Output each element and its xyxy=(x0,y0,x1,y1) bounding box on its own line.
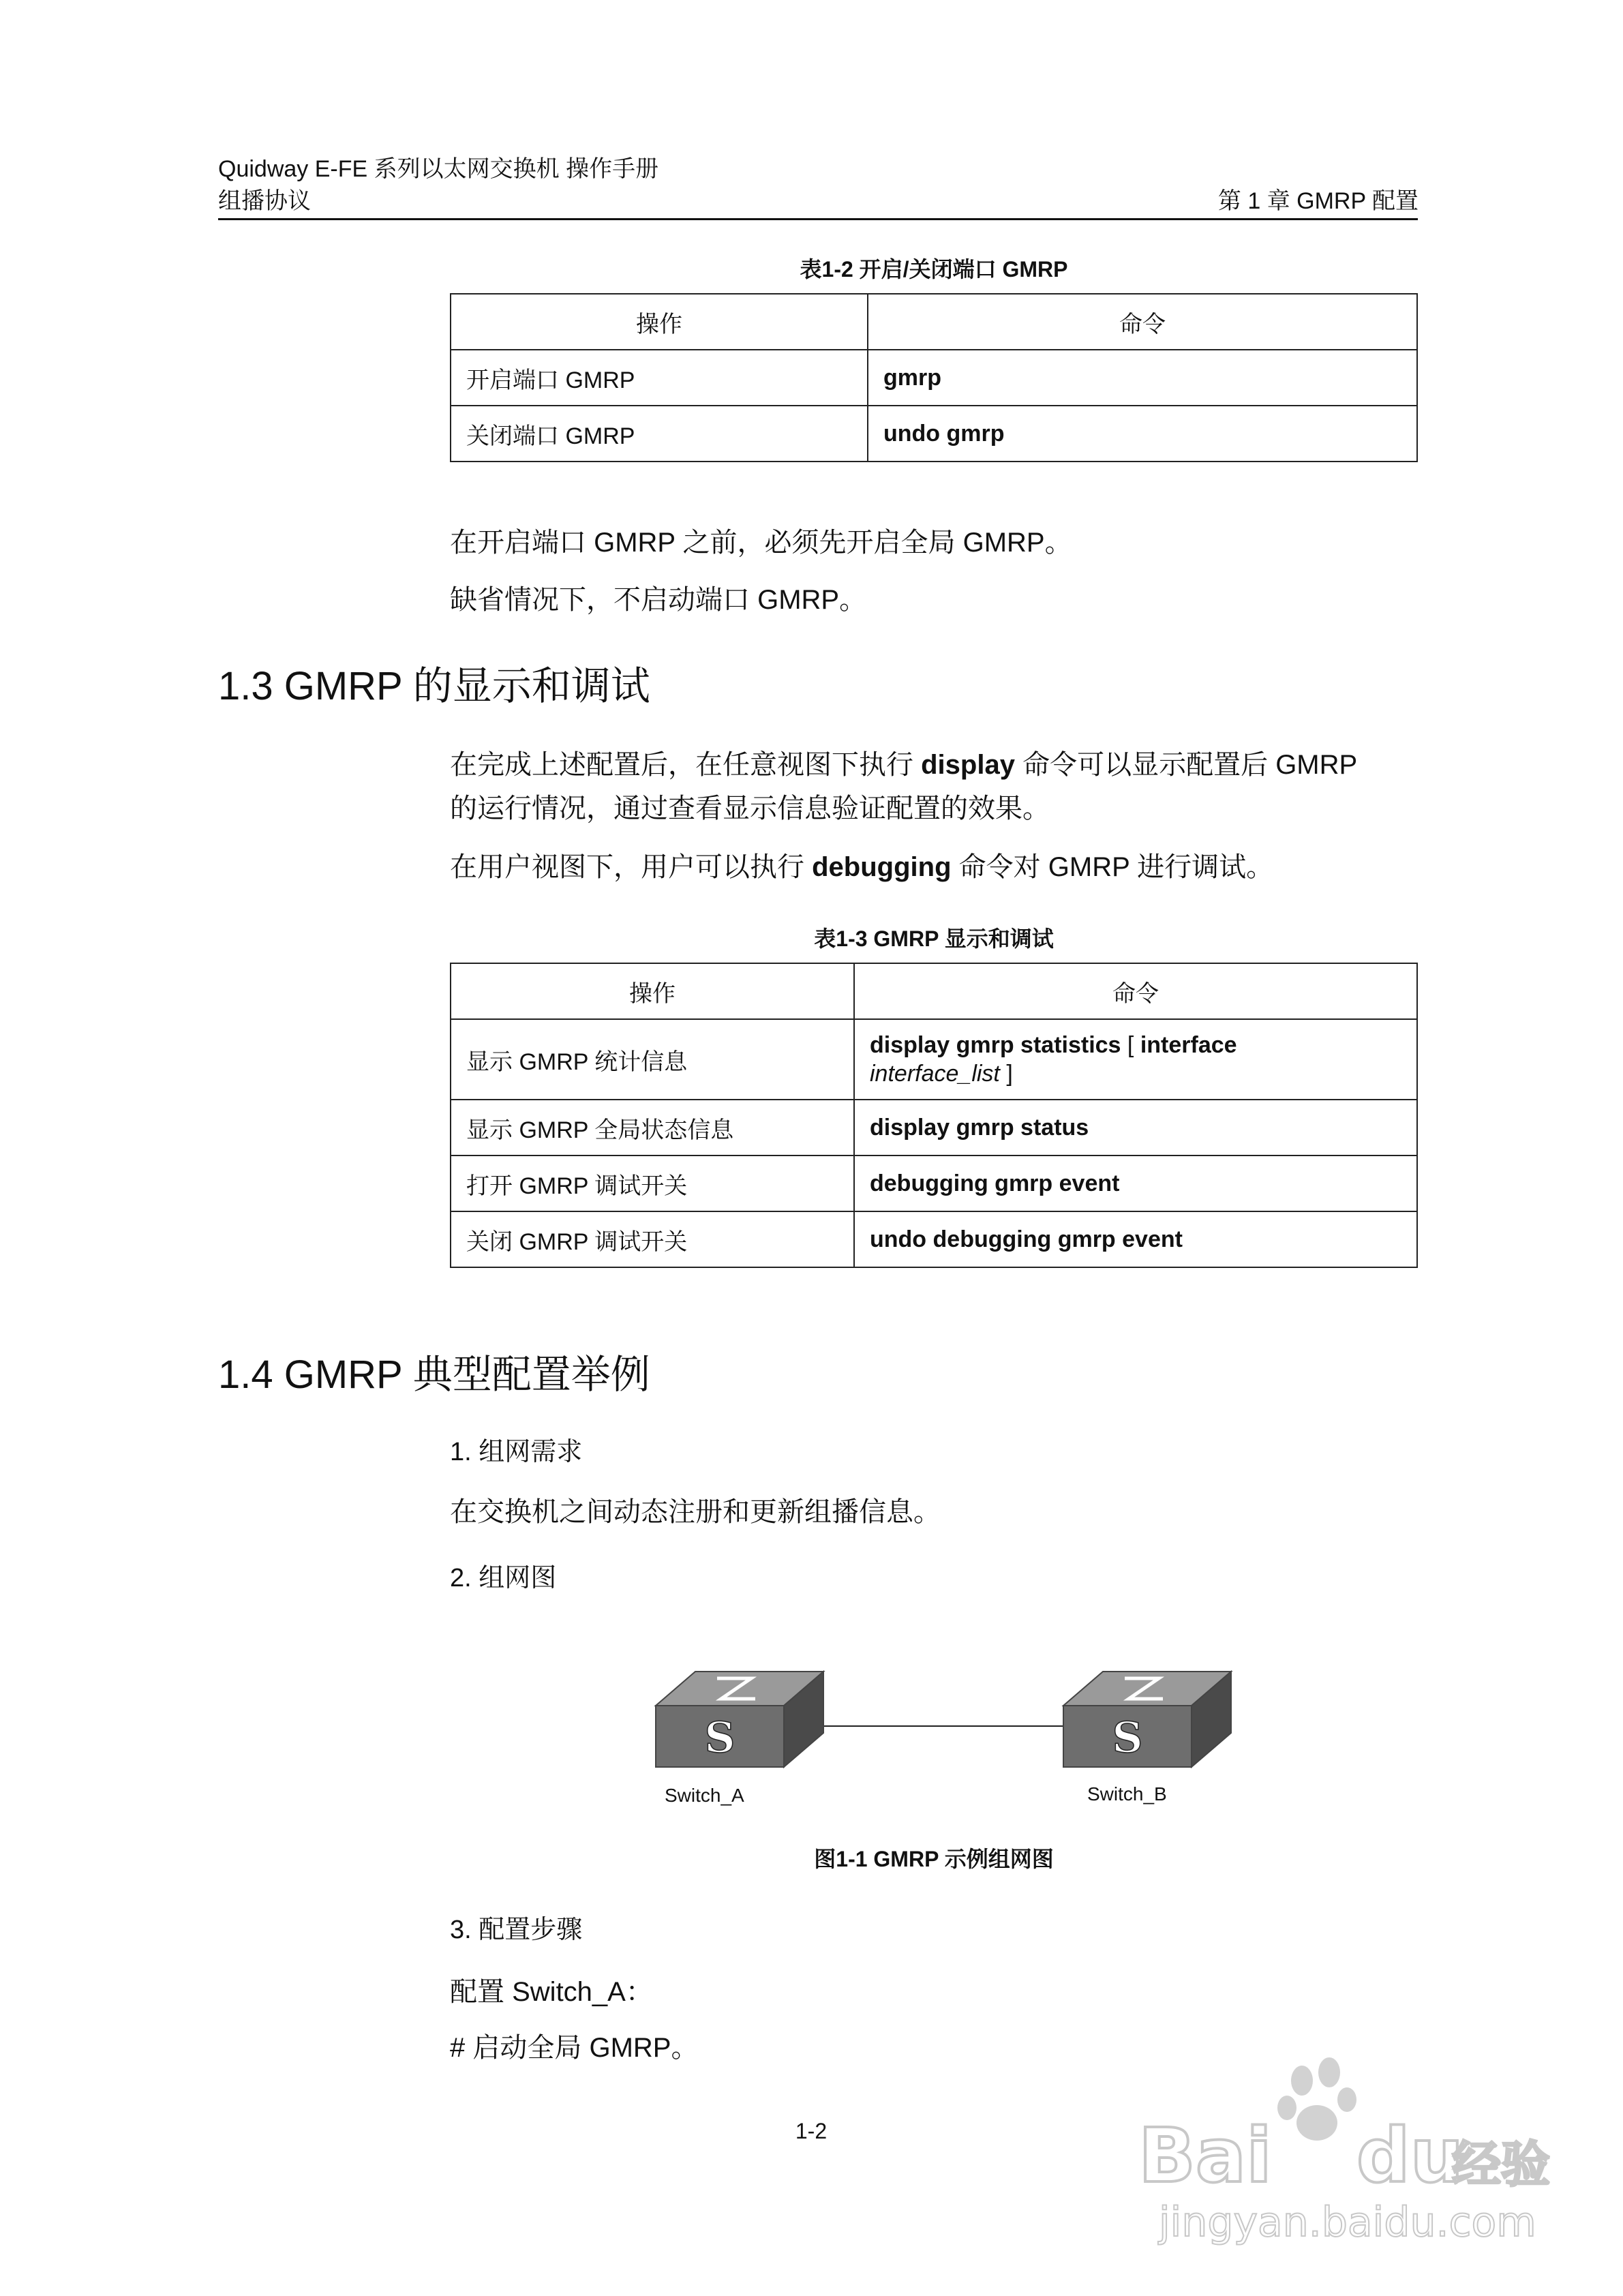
note-enable-global-first: 在开启端口 GMRP 之前，必须先开启全局 GMRP。 xyxy=(450,528,1072,558)
table-row xyxy=(451,1100,1417,1155)
text-run: 在完成上述配置后，在任意视图下执行 xyxy=(450,750,922,780)
table-1-2-caption: 表1-2 开启/关闭端口 GMRP xyxy=(800,257,1068,282)
section-1-3-paragraph-1 xyxy=(450,743,1418,830)
table-header-operation: 操作 xyxy=(451,963,854,1019)
text-run: [ xyxy=(1121,1032,1140,1058)
figure-1-1-caption: 图1-1 GMRP 示例组网图 xyxy=(814,1847,1054,1871)
table-cell-command: debugging gmrp event xyxy=(854,1155,1417,1211)
subheading-network-diagram: 2. 组网图 xyxy=(450,1564,557,1592)
table-header-operation: 操作 xyxy=(451,294,868,350)
text-run: 的运行情况，通过查看显示信息验证配置的效果。 xyxy=(450,794,1050,824)
baidu-jingyan-watermark xyxy=(1132,2052,1554,2256)
text-run: 命令对 GMRP 进行调试。 xyxy=(951,852,1274,882)
text-run: ] xyxy=(999,1061,1013,1087)
section-1-4-heading: 1.4 GMRP 典型配置举例 xyxy=(218,1353,650,1397)
table-1-2 xyxy=(450,293,1418,462)
table-1-3-caption: 表1-3 GMRP 显示和调试 xyxy=(814,926,1054,951)
note-default-disabled: 缺省情况下，不启动端口 GMRP。 xyxy=(450,585,867,615)
table-cell-operation: 显示 GMRP 全局状态信息 xyxy=(451,1100,854,1155)
command-display: display xyxy=(921,750,1015,780)
table-cell-operation: 打开 GMRP 调试开关 xyxy=(451,1155,854,1211)
svg-text:S: S xyxy=(704,1712,735,1762)
text-run: display gmrp statistics xyxy=(870,1032,1121,1058)
svg-text:S: S xyxy=(1112,1712,1143,1762)
svg-text:Bai: Bai xyxy=(1138,2112,1272,2199)
table-row xyxy=(451,1019,1417,1100)
svg-text:du: du xyxy=(1356,2112,1464,2199)
table-cell-command: gmrp xyxy=(868,350,1417,406)
table-cell-command: undo gmrp xyxy=(868,406,1417,462)
table-cell-operation: 开启端口 GMRP xyxy=(451,350,868,406)
header-rule xyxy=(218,218,1418,220)
switch-a-label: Switch_A xyxy=(665,1785,744,1806)
table-cell-command xyxy=(854,1019,1417,1100)
table-header-command: 命令 xyxy=(868,294,1417,350)
header-section: 组播协议 xyxy=(218,188,311,214)
text-run: interface xyxy=(1140,1032,1237,1058)
table-cell-command: display gmrp status xyxy=(854,1100,1417,1155)
step-enable-global-gmrp: # 启动全局 GMRP。 xyxy=(450,2033,699,2063)
command-debugging: debugging xyxy=(812,852,952,882)
table-row xyxy=(451,350,1417,406)
text-run: 在用户视图下，用户可以执行 xyxy=(450,852,813,882)
table-row xyxy=(451,1155,1417,1211)
table-cell-operation: 关闭 GMRP 调试开关 xyxy=(451,1211,854,1267)
table-row xyxy=(451,1211,1417,1267)
subheading-configuration-steps: 3. 配置步骤 xyxy=(450,1916,583,1944)
table-cell-command: undo debugging gmrp event xyxy=(854,1211,1417,1267)
switch-b-icon xyxy=(1063,1672,1231,1767)
table-cell-operation: 关闭端口 GMRP xyxy=(451,406,868,462)
network-requirements-text: 在交换机之间动态注册和更新组播信息。 xyxy=(450,1497,941,1527)
section-1-3-paragraph-2 xyxy=(450,845,1418,889)
table-1-3 xyxy=(450,963,1418,1268)
switch-a-icon xyxy=(656,1672,823,1767)
svg-text:jingyan.baidu.com: jingyan.baidu.com xyxy=(1159,2199,1536,2246)
subheading-network-requirements: 1. 组网需求 xyxy=(450,1438,583,1466)
svg-text:经验: 经验 xyxy=(1452,2136,1551,2193)
table-row xyxy=(451,406,1417,462)
section-1-3-heading: 1.3 GMRP 的显示和调试 xyxy=(218,664,650,708)
header-manual-title: Quidway E-FE 系列以太网交换机 操作手册 xyxy=(218,156,659,182)
header-chapter: 第 1 章 GMRP 配置 xyxy=(1217,188,1419,214)
table-cell-operation: 显示 GMRP 统计信息 xyxy=(451,1019,854,1100)
table-header-command: 命令 xyxy=(854,963,1417,1019)
configure-switch-a: 配置 Switch_A： xyxy=(450,1977,653,2007)
switch-b-label: Switch_B xyxy=(1087,1783,1167,1804)
page-number: 1-2 xyxy=(795,2119,828,2143)
text-run: 命令可以显示配置后 GMRP xyxy=(1014,750,1358,780)
text-run: interface_list xyxy=(870,1061,1000,1087)
